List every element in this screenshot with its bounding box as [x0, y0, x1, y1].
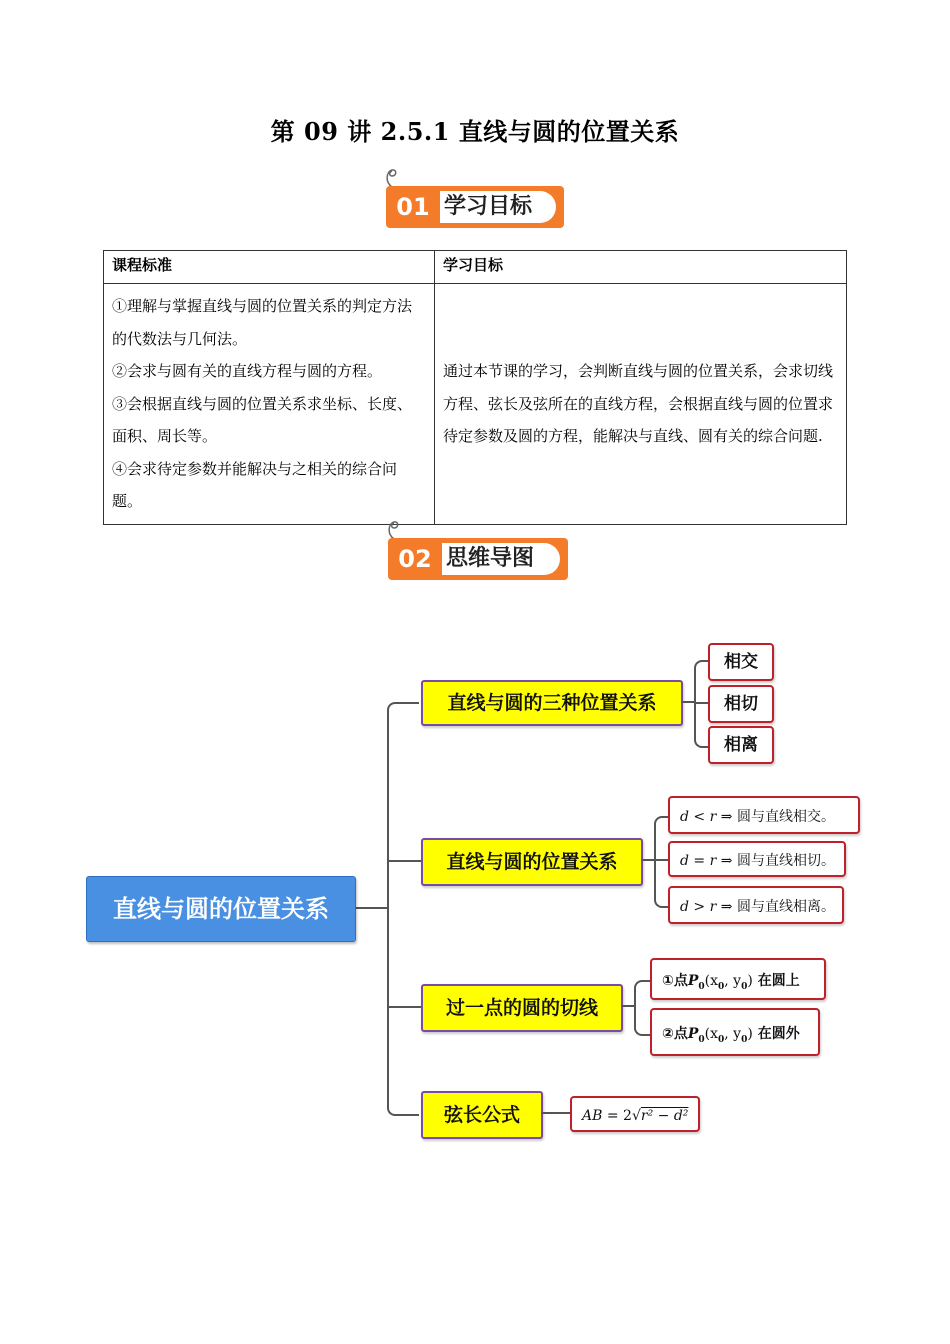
branch-tangent-through-point: 过一点的圆的切线: [421, 984, 623, 1032]
connector: [388, 860, 422, 862]
standard-item: ①理解与掌握直线与圆的位置关系的判定方法的代数法与几何法。: [112, 297, 413, 348]
connector: [621, 1005, 635, 1007]
section-label: 思维导图: [442, 543, 560, 575]
leaf-separate: 相离: [708, 726, 774, 764]
header-standards: 课程标准: [104, 251, 435, 284]
leaf-point-outside-circle: ②点$P_0(x_0$, $y_0$) 在圆外: [650, 1008, 820, 1056]
standard-item: ③会根据直线与圆的位置关系求坐标、长度、面积、周长等。: [112, 394, 413, 445]
curl-icon: [385, 518, 403, 540]
leaf-point-on-circle: ①点$P_0(x_0$, $y_0$) 在圆上: [650, 958, 826, 1000]
leaf-d-equal-r: d = r ⇒ 圆与直线相切。: [668, 841, 846, 877]
sqrt-icon: √: [631, 1108, 641, 1124]
standard-item: ②会求与圆有关的直线方程与圆的方程。: [112, 362, 383, 380]
connector: [681, 701, 695, 703]
section-label-box: [440, 186, 564, 228]
leaf-tangent: 相切: [708, 685, 774, 723]
connector: [655, 859, 669, 861]
connector: [387, 702, 419, 1116]
connector: [541, 1112, 571, 1114]
connector: [641, 859, 655, 861]
leaf-intersect: 相交: [708, 643, 774, 681]
connector: [354, 907, 388, 909]
page-title: 第 09 讲 2.5.1 直线与圆的位置关系: [270, 117, 680, 146]
standards-cell: [104, 284, 435, 525]
leaf-d-greater-r: d > r ⇒ 圆与直线相离。: [668, 886, 844, 924]
section-label: 学习目标: [440, 191, 556, 223]
section-number: 01: [386, 186, 440, 228]
header-objectives: 学习目标: [435, 251, 847, 284]
goals-table: [103, 250, 847, 525]
connector: [634, 980, 650, 1036]
mindmap-root: 直线与圆的位置关系: [86, 876, 356, 942]
section-label-box: [442, 538, 568, 580]
branch-three-relations: 直线与圆的三种位置关系: [421, 680, 683, 726]
section-number: 02: [388, 538, 442, 580]
branch-relation: 直线与圆的位置关系: [421, 838, 643, 886]
branch-chord-length: 弦长公式: [421, 1091, 543, 1139]
connector: [695, 702, 709, 704]
leaf-d-less-r: d < r ⇒ 圆与直线相交。: [668, 796, 860, 834]
standard-item: ④会求待定参数并能解决与之相关的综合问题。: [112, 459, 398, 510]
connector: [388, 1006, 422, 1008]
curl-icon: [383, 166, 401, 188]
section-badge-goals: [383, 180, 567, 226]
section-badge-mindmap: [385, 532, 571, 578]
leaf-chord-formula: AB = 2√r² − d²: [570, 1096, 700, 1132]
objective-cell: 通过本节课的学习，会判断直线与圆的位置关系，会求切线方程、弦长及弦所在的直线方程，会根据直线与圆的位置求待定参数及圆的方程，能解决与直线、圆有关的综合问题.: [435, 284, 847, 525]
